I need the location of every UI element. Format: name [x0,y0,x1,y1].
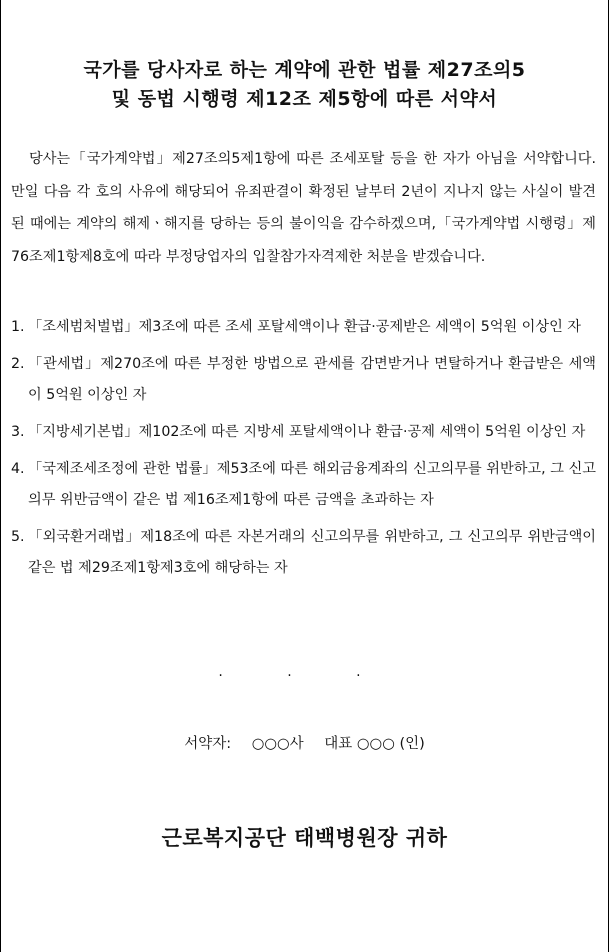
addressee: 근로복지공단 태백병원장 귀하 [161,826,448,850]
ellipsis-separator: · · · [218,668,391,684]
list-item-text: 「지방세기본법」제102조에 따른 지방세 포탈세액이나 환급·공제 세액이 5억원 이상인 자 [28,424,586,440]
signature-line [1,732,608,753]
signer-representative: 대표 ○○○ (인) [324,736,425,752]
list-item-number: 4. [11,461,25,477]
intro-paragraph: 당사는「국가계약법」제27조의5제1항에 따른 조세포탈 등을 한 자가 아님을 서약합니다. 만일 다음 각 호의 사유에 해당되어 유죄판결이 확정된 날부터 2년이 지나지 않는 사실이 발견된 때에는 계약의 해제ㆍ해지를 당하는 등의 불이익을 감수하겠으며,「국가계약법 시행령」제76조제1항제8호에 따라 부정당업자의 입찰참가자격제한 처분을 받겠습니다. [11,151,596,265]
signer-company: ○○○사 [251,736,304,752]
title-line-2: 및 동법 시행령 제12조 제5항에 따른 서약서 [111,88,498,110]
list-item-number: 3. [11,424,25,440]
list-item-text: 「국제조세조정에 관한 법률」제53조에 따른 해외금융계좌의 신고의무를 위반하고, 그 신고의무 위반금액이 같은 법 제16조제1항에 따른 금액을 초과하는 자 [28,461,596,508]
list-item-number: 5. [11,529,25,545]
list-item-text: 「관세법」제270조에 따른 부정한 방법으로 관세를 감면받거나 면탈하거나 환급받은 세액이 5억원 이상인 자 [28,356,596,403]
list-item [11,454,596,516]
list-item-text: 「조세범처벌법」제3조에 따른 조세 포탈세액이나 환급·공제받은 세액이 5억원 이상인 자 [28,319,581,335]
list-item-number: 2. [11,356,25,372]
list-item [11,522,596,584]
list-item [11,417,596,448]
list-item-number: 1. [11,319,25,335]
signer-label: 서약자: [184,736,232,752]
title-line-1: 국가를 당사자로 하는 계약에 관한 법률 제27조의5 [83,59,526,81]
list-item-text: 「외국환거래법」제18조에 따른 자본거래의 신고의무를 위반하고, 그 신고의무 위반금액이 같은 법 제29조제1항제3호에 해당하는 자 [28,529,596,576]
condition-list [11,312,596,590]
list-item [11,312,596,343]
document-title [1,56,608,114]
list-item [11,349,596,411]
